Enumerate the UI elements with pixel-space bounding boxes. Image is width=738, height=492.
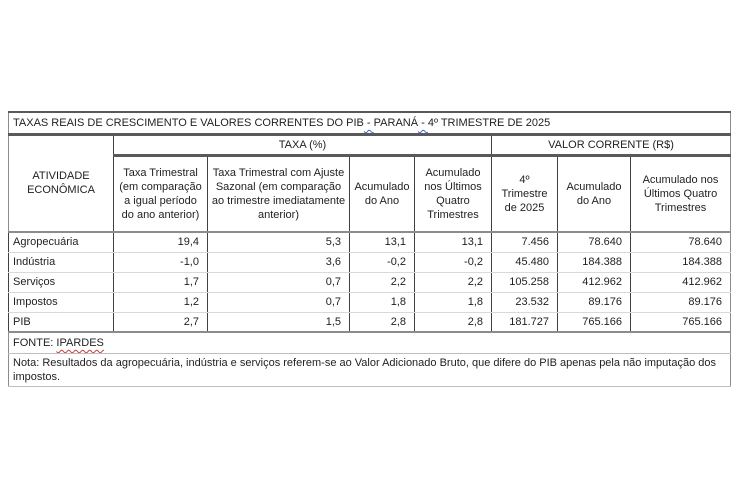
table-cell: 23.532 bbox=[492, 292, 558, 312]
source-label: FONTE: bbox=[13, 336, 54, 349]
group-header-row bbox=[9, 134, 731, 155]
table-cell: 1,8 bbox=[350, 292, 415, 312]
title-text-1: TAXAS REAIS DE CRESCIMENTO E VALORES CORRENTES DO PIB bbox=[13, 116, 364, 129]
table-cell: 89.176 bbox=[558, 292, 631, 312]
col-header-taxa-ajuste-sazonal: Taxa Trimestral com Ajuste Sazonal (em comparação ao trimestre imediatamente anterior) bbox=[208, 155, 350, 232]
table-cell: -1,0 bbox=[114, 252, 208, 272]
pib-growth-table bbox=[8, 111, 731, 387]
table-cell: 2,2 bbox=[350, 272, 415, 292]
table-cell: 2,2 bbox=[415, 272, 492, 292]
table-cell: 2,8 bbox=[350, 312, 415, 332]
source-row bbox=[9, 332, 731, 353]
table-cell: 19,4 bbox=[114, 232, 208, 252]
col-header-atividade-economica: ATIVIDADE ECONÔMICA bbox=[9, 134, 114, 232]
table-cell: 412.962 bbox=[558, 272, 631, 292]
table-cell: 184.388 bbox=[558, 252, 631, 272]
col-header-quarto-trimestre-2025: 4º Trimestre de 2025 bbox=[492, 155, 558, 232]
table-cell: 1,5 bbox=[208, 312, 350, 332]
col-header-acumulado-ano-valor: Acumulado do Ano bbox=[558, 155, 631, 232]
col-header-acumulado-quatro-trimestres-valor: Acumulado nos Últimos Quatro Trimestres bbox=[631, 155, 731, 232]
table-cell: 1,2 bbox=[114, 292, 208, 312]
title-text-2: PARANÁ bbox=[373, 116, 419, 129]
source-name: IPARDES bbox=[56, 336, 104, 349]
table-cell: 13,1 bbox=[350, 232, 415, 252]
table-cell: 7.456 bbox=[492, 232, 558, 252]
table-row-agropecuaria bbox=[9, 232, 731, 252]
group-header-taxa-pct: TAXA (%) bbox=[114, 134, 492, 155]
table-cell: 0,7 bbox=[208, 272, 350, 292]
col-header-taxa-trimestral: Taxa Trimestral (em comparação a igual período do ano anterior) bbox=[114, 155, 208, 232]
table-cell: 765.166 bbox=[558, 312, 631, 332]
row-label: PIB bbox=[9, 312, 114, 332]
table-cell: 78.640 bbox=[631, 232, 731, 252]
row-label: Serviços bbox=[9, 272, 114, 292]
table-row-servicos bbox=[9, 272, 731, 292]
table-cell: -0,2 bbox=[350, 252, 415, 272]
table-cell: 765.166 bbox=[631, 312, 731, 332]
row-label: Agropecuária bbox=[9, 232, 114, 252]
table-cell: 13,1 bbox=[415, 232, 492, 252]
table-cell: 105.258 bbox=[492, 272, 558, 292]
row-label: Indústria bbox=[9, 252, 114, 272]
table-cell: 2,8 bbox=[415, 312, 492, 332]
table-row-pib bbox=[9, 312, 731, 332]
title-separator-1: - bbox=[363, 116, 374, 129]
col-header-acumulado-ano-taxa: Acumulado do Ano bbox=[350, 155, 415, 232]
note-row bbox=[9, 353, 731, 386]
table-cell: 1,7 bbox=[114, 272, 208, 292]
title-row bbox=[9, 112, 731, 134]
table-cell: 184.388 bbox=[631, 252, 731, 272]
table-cell: 78.640 bbox=[558, 232, 631, 252]
title-text-3: 4º TRIMESTRE DE 2025 bbox=[427, 116, 551, 129]
table-title bbox=[9, 112, 731, 134]
table-cell: 3,6 bbox=[208, 252, 350, 272]
table-cell: 1,8 bbox=[415, 292, 492, 312]
column-header-row bbox=[9, 155, 731, 232]
table-cell: 181.727 bbox=[492, 312, 558, 332]
title-separator-2: - bbox=[418, 116, 428, 129]
col-header-acumulado-quatro-trimestres-taxa: Acumulado nos Últimos Quatro Trimestres bbox=[415, 155, 492, 232]
table-cell: 0,7 bbox=[208, 292, 350, 312]
table-row-industria bbox=[9, 252, 731, 272]
group-header-valor-corrente: VALOR CORRENTE (R$) bbox=[492, 134, 731, 155]
table-cell: 412.962 bbox=[631, 272, 731, 292]
row-label: Impostos bbox=[9, 292, 114, 312]
table-row-impostos bbox=[9, 292, 731, 312]
table-cell: 2,7 bbox=[114, 312, 208, 332]
table-cell: 5,3 bbox=[208, 232, 350, 252]
source-cell bbox=[9, 332, 731, 353]
table-cell: 89.176 bbox=[631, 292, 731, 312]
table-cell: 45.480 bbox=[492, 252, 558, 272]
table-cell: -0,2 bbox=[415, 252, 492, 272]
note-cell: Nota: Resultados da agropecuária, indústria e serviços referem-se ao Valor Adicionado Bruto, que difere do PIB apenas pela não imputação dos impostos. bbox=[13, 356, 716, 383]
